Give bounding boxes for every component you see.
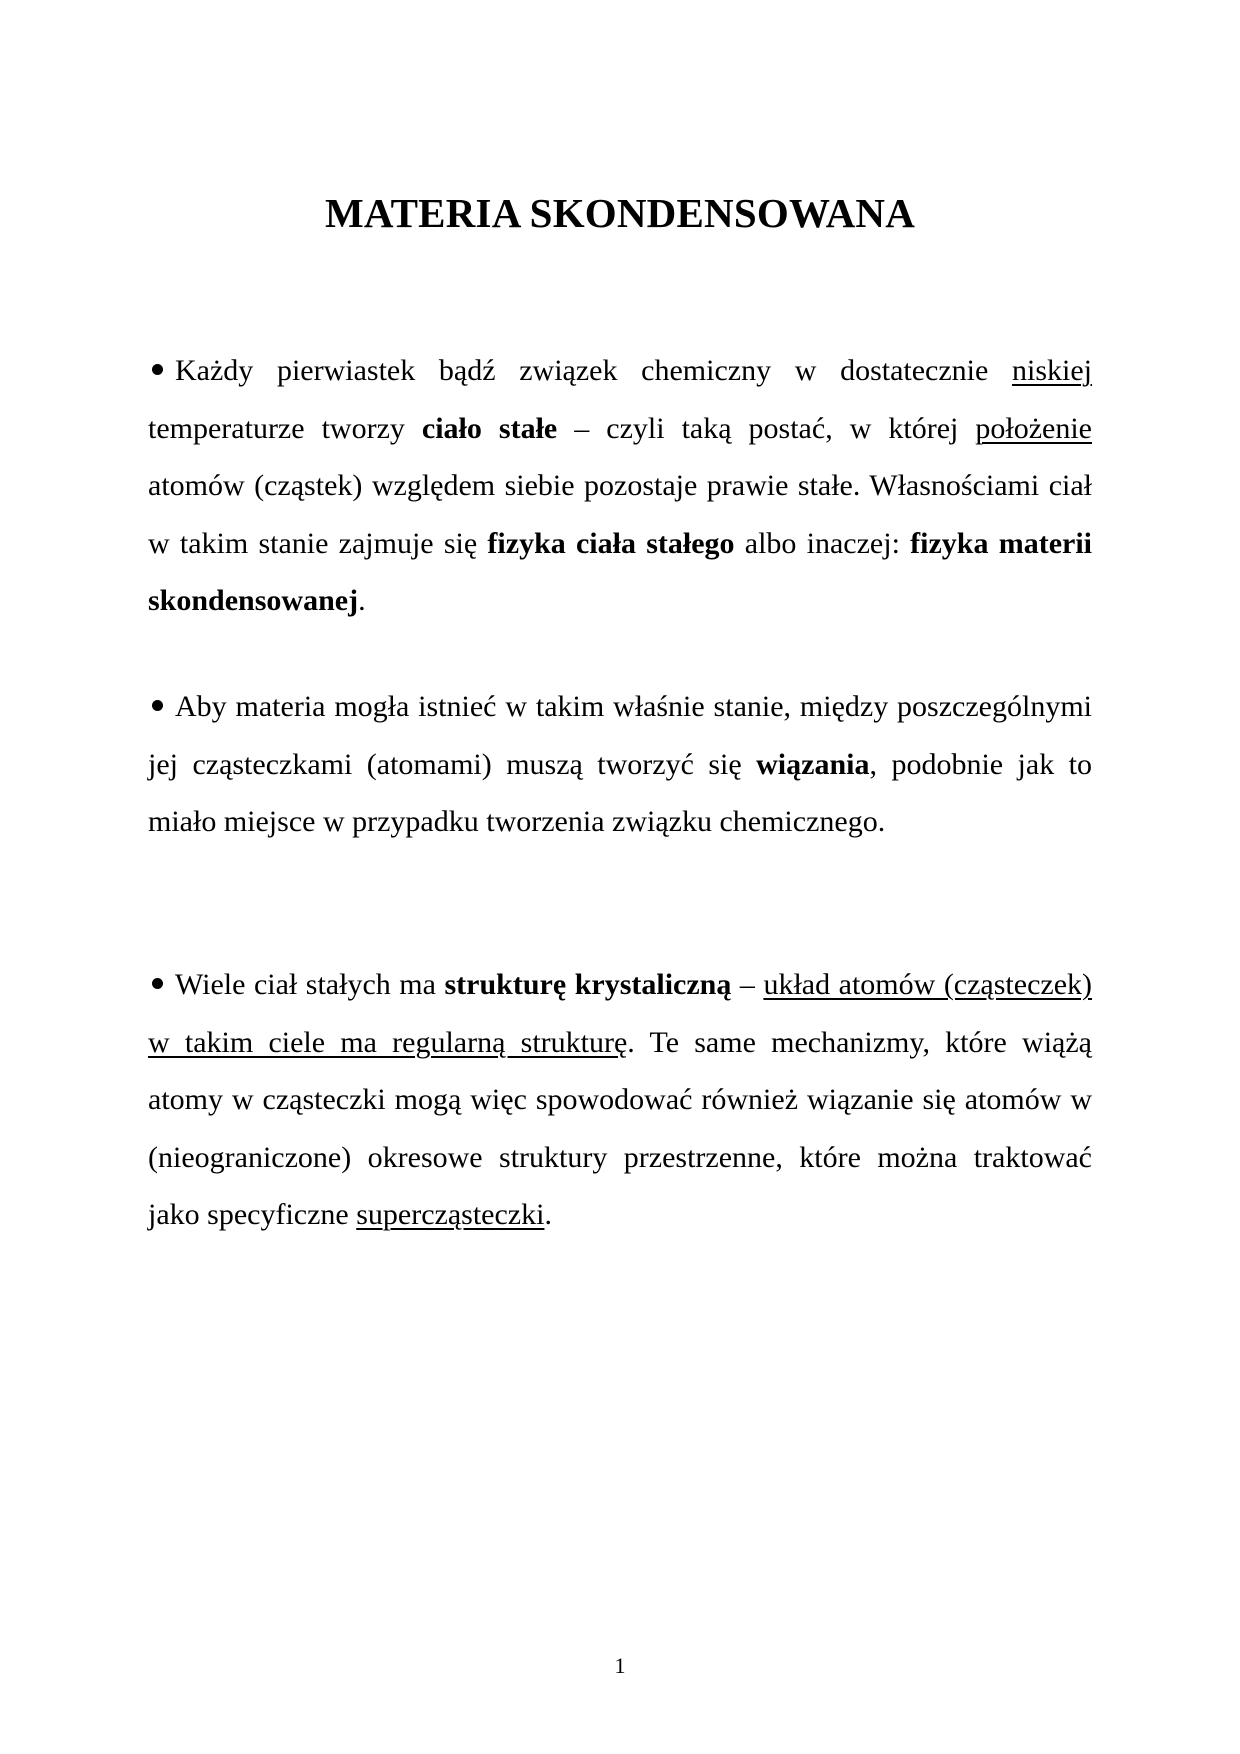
bold-term: ciało stałe	[421, 411, 558, 445]
bold-term: wiązania	[756, 747, 870, 781]
bullet-icon	[152, 978, 163, 989]
text-segment: Aby materia mogła istnieć w takim właśnie stanie, między poszczególnymi jej cząsteczkami (atomami) muszą tworzyć się	[148, 690, 1092, 781]
text-segment: –	[731, 968, 764, 1001]
underlined-text: niskiej	[1012, 354, 1092, 387]
bullet-icon	[152, 364, 163, 375]
bold-term: fizyka materii skondensowanej	[148, 526, 1092, 617]
underlined-text: położenie	[975, 411, 1092, 445]
paragraph-3	[148, 956, 1092, 1244]
bold-term: fizyka ciała stałego	[487, 526, 735, 560]
bullet-icon	[152, 700, 163, 711]
paragraph-1	[148, 342, 1092, 630]
text-segment: .	[544, 1198, 552, 1231]
document-title: MATERIA SKONDENSOWANA	[324, 190, 916, 236]
text-segment: , podobnie jak to miało miejsce w przypadku tworzenia związku chemicznego.	[148, 747, 1092, 838]
text-segment: . Te same mechanizmy, które wiążą atomy w cząsteczki mogą więc spowodować również wiązanie się atomów w (nieograniczone) okresowe struktury przestrzenne, które można traktować jako specyficzne	[148, 1025, 1092, 1231]
text-segment: .	[358, 584, 366, 617]
text-segment: Wiele ciał stałych ma	[175, 968, 445, 1001]
text-segment: – czyli taką postać, w której	[557, 411, 976, 445]
bold-term: strukturę krystaliczną	[444, 968, 732, 1001]
underlined-text: supercząsteczki	[356, 1198, 545, 1231]
page-number: 1	[614, 1653, 626, 1678]
text-segment: atomów (cząstek) względem siebie pozostaje prawie stałe. Własnościami ciał w takim stanie zajmuje się	[148, 469, 1092, 560]
text-segment: Każdy pierwiastek bądź związek chemiczny w dostatecznie	[175, 354, 1012, 387]
paragraph-2	[148, 678, 1092, 851]
text-segment: temperaturze tworzy	[148, 411, 422, 445]
underlined-text: układ atomów (cząsteczek) w takim ciele ma regularną strukturę	[148, 968, 1093, 1059]
text-segment: albo inaczej:	[734, 526, 911, 560]
